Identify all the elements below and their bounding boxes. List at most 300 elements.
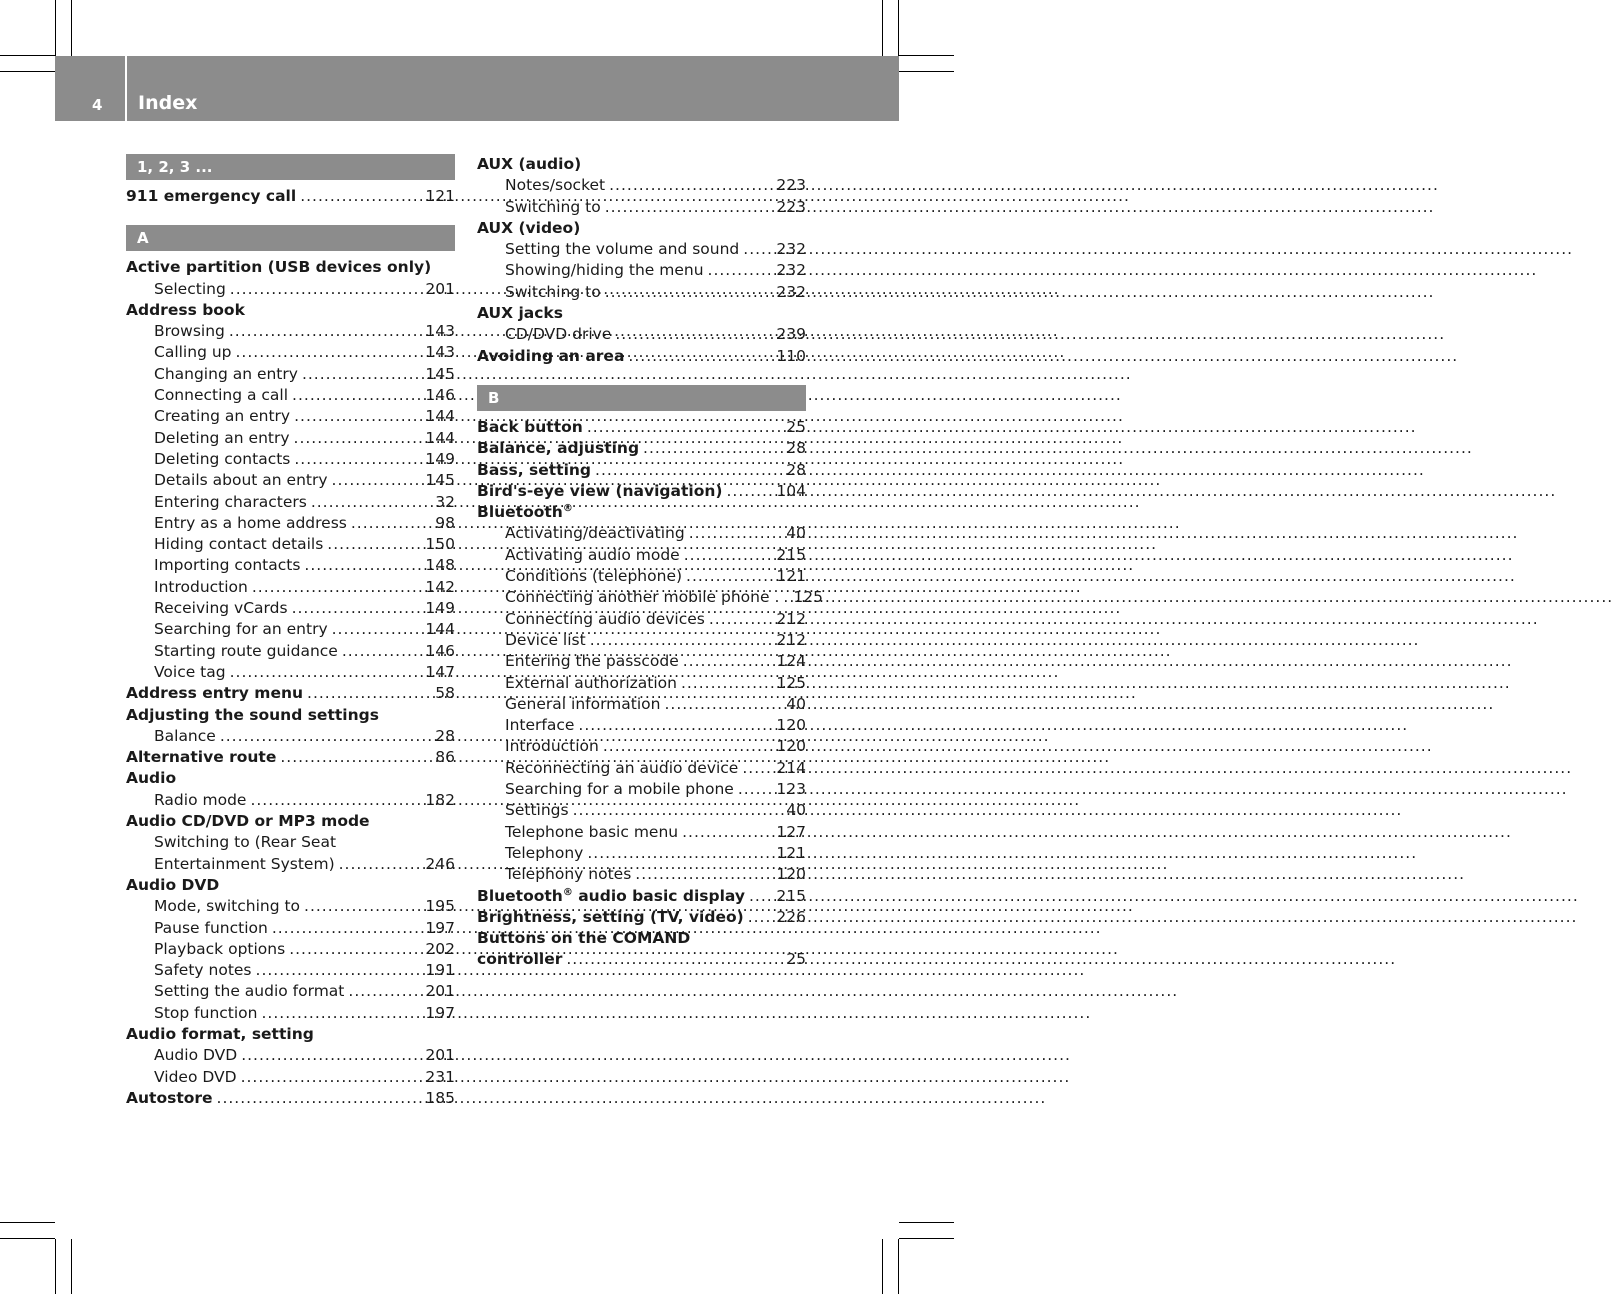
page-reference[interactable]: 124 bbox=[776, 652, 806, 671]
dot-leader bbox=[566, 949, 776, 970]
crop-mark bbox=[71, 1239, 72, 1294]
entry-text: Setting the audio format bbox=[154, 982, 345, 1001]
entry-label bbox=[154, 449, 290, 470]
entry-label bbox=[477, 502, 573, 523]
page-reference[interactable]: 142 bbox=[425, 577, 455, 596]
entry-text: General information bbox=[505, 694, 661, 713]
entry-text: Changing an entry bbox=[154, 364, 298, 383]
index-subentry[interactable] bbox=[477, 715, 806, 736]
index-subentry[interactable] bbox=[126, 790, 455, 811]
index-entry bbox=[477, 928, 806, 949]
entry-text: Receiving vCards bbox=[154, 599, 288, 618]
index-subentry[interactable] bbox=[126, 534, 455, 555]
entry-label bbox=[505, 843, 583, 864]
page-reference[interactable]: 121 bbox=[425, 187, 455, 205]
entry-text: Bird's-eye view (navigation) bbox=[477, 481, 723, 500]
page-reference[interactable]: 98 bbox=[435, 513, 455, 532]
entry-label bbox=[477, 949, 562, 970]
dot-leader bbox=[304, 555, 421, 576]
page-reference[interactable]: 201 bbox=[425, 1046, 455, 1065]
dot-leader bbox=[342, 641, 422, 662]
index-subentry[interactable] bbox=[477, 864, 806, 885]
entry-label bbox=[154, 364, 298, 385]
index-subentry[interactable] bbox=[477, 758, 806, 779]
page-reference[interactable]: 121 bbox=[776, 843, 806, 862]
entry-label bbox=[154, 1067, 237, 1088]
entry-text: Entering the passcode bbox=[505, 652, 679, 671]
entry-label bbox=[477, 907, 744, 928]
index-subentry[interactable] bbox=[126, 641, 455, 662]
index-subentry[interactable] bbox=[126, 918, 455, 939]
page-reference[interactable]: 201 bbox=[425, 982, 455, 1001]
page-reference[interactable]: 40 bbox=[786, 694, 806, 713]
entry-label bbox=[505, 523, 685, 544]
entry-text: Audio DVD bbox=[154, 1046, 238, 1065]
index-subentry[interactable] bbox=[126, 321, 455, 342]
page-reference[interactable]: 32 bbox=[435, 492, 455, 511]
index-subentry[interactable] bbox=[477, 800, 806, 821]
index-entry bbox=[126, 705, 455, 726]
page-reference[interactable]: 239 bbox=[776, 325, 806, 344]
entry-text: Balance, adjusting bbox=[477, 439, 640, 458]
entry-label bbox=[505, 545, 680, 566]
entry-text: Browsing bbox=[154, 322, 225, 341]
entry-label bbox=[154, 513, 347, 534]
index-subentry[interactable] bbox=[126, 1003, 455, 1024]
entry-text: Showing/hiding the menu bbox=[505, 261, 704, 280]
index-entry[interactable] bbox=[477, 417, 806, 438]
entry-label bbox=[154, 406, 290, 427]
page-reference[interactable]: 185 bbox=[425, 1088, 455, 1107]
entry-label bbox=[126, 300, 245, 321]
dot-leader bbox=[682, 822, 772, 843]
page-number: 4 bbox=[92, 96, 103, 114]
index-entry bbox=[126, 768, 455, 789]
entry-text: Interface bbox=[505, 716, 575, 735]
page-reference[interactable]: 191 bbox=[425, 961, 455, 980]
index-entry[interactable] bbox=[126, 186, 455, 207]
entry-label bbox=[126, 747, 276, 768]
entry-label bbox=[505, 587, 779, 608]
index-subentry[interactable] bbox=[477, 260, 806, 281]
entry-text: Activating audio mode bbox=[505, 545, 680, 564]
entry-label bbox=[154, 492, 307, 513]
page-reference[interactable]: 231 bbox=[425, 1067, 455, 1086]
entry-label bbox=[505, 715, 574, 736]
crop-mark bbox=[899, 71, 954, 72]
index-column-left bbox=[126, 154, 455, 1109]
page-reference[interactable]: 145 bbox=[425, 471, 455, 490]
registered-mark: ® bbox=[562, 886, 573, 898]
page-reference[interactable]: 150 bbox=[425, 535, 455, 554]
entry-label bbox=[477, 303, 563, 324]
index-entry[interactable] bbox=[126, 1088, 455, 1109]
index-subentry[interactable] bbox=[477, 566, 806, 587]
page-reference[interactable]: 149 bbox=[425, 599, 455, 618]
index-subentry[interactable] bbox=[126, 896, 455, 917]
page-reference[interactable]: 121 bbox=[776, 567, 806, 586]
index-subentry[interactable] bbox=[477, 609, 806, 630]
dot-leader bbox=[578, 715, 772, 736]
index-subentry[interactable] bbox=[477, 822, 806, 843]
page-reference[interactable]: 232 bbox=[776, 261, 806, 280]
dot-leader bbox=[351, 513, 425, 534]
index-subentry[interactable] bbox=[126, 981, 455, 1002]
entry-text: Alternative route bbox=[126, 748, 277, 767]
entry-label bbox=[154, 619, 328, 640]
dot-leader bbox=[664, 694, 776, 715]
entry-label bbox=[477, 481, 722, 502]
page-reference[interactable]: 197 bbox=[425, 1003, 455, 1022]
dot-leader bbox=[726, 481, 772, 502]
entry-label bbox=[126, 683, 303, 704]
dot-leader bbox=[230, 662, 422, 683]
index-subentry[interactable] bbox=[126, 385, 455, 406]
entry-label bbox=[126, 705, 379, 726]
index-subentry[interactable] bbox=[126, 342, 455, 363]
dot-leader bbox=[587, 843, 772, 864]
index-subentry[interactable] bbox=[126, 513, 455, 534]
index-entry[interactable] bbox=[477, 481, 806, 502]
page-reference[interactable]: 226 bbox=[776, 907, 806, 926]
entry-label bbox=[154, 385, 288, 406]
dot-leader bbox=[294, 406, 421, 427]
entry-label bbox=[154, 641, 338, 662]
dot-leader bbox=[289, 939, 421, 960]
index-subentry[interactable] bbox=[477, 694, 806, 715]
page-reference[interactable]: 212 bbox=[776, 609, 806, 628]
page-reference[interactable]: 40 bbox=[786, 801, 806, 820]
entry-label bbox=[154, 896, 300, 917]
dot-leader bbox=[229, 321, 422, 342]
page-title: Index bbox=[138, 92, 198, 114]
dot-leader bbox=[327, 534, 421, 555]
entry-text: Settings bbox=[505, 801, 569, 820]
entry-label bbox=[505, 324, 611, 345]
index-entry bbox=[126, 257, 455, 278]
page-reference[interactable]: 146 bbox=[425, 386, 455, 405]
entry-label bbox=[154, 577, 248, 598]
index-subentry[interactable] bbox=[477, 779, 806, 800]
index-subentry[interactable] bbox=[126, 449, 455, 470]
entry-label bbox=[154, 854, 335, 875]
entry-label bbox=[154, 832, 336, 853]
section-header: A bbox=[126, 225, 455, 251]
entry-text: Switching to (Rear Seat bbox=[154, 833, 337, 852]
dot-leader bbox=[300, 186, 421, 207]
index-subentry[interactable] bbox=[126, 662, 455, 683]
dot-leader bbox=[292, 598, 422, 619]
index-subentry[interactable] bbox=[126, 279, 455, 300]
header-divider bbox=[125, 56, 127, 121]
entry-text: Back button bbox=[477, 417, 583, 436]
dot-leader bbox=[743, 239, 772, 260]
index-subentry[interactable] bbox=[126, 619, 455, 640]
index-subentry[interactable] bbox=[126, 939, 455, 960]
page-reference[interactable]: 146 bbox=[425, 641, 455, 660]
dot-leader bbox=[609, 175, 772, 196]
index-subentry[interactable] bbox=[477, 843, 806, 864]
entry-label bbox=[126, 257, 431, 278]
entry-text: Adjusting the sound settings bbox=[126, 705, 379, 724]
page-reference[interactable]: 86 bbox=[435, 748, 455, 767]
index-subentry[interactable] bbox=[126, 854, 455, 875]
index-subentry[interactable] bbox=[477, 673, 806, 694]
page-reference[interactable]: 144 bbox=[425, 620, 455, 639]
page-reference[interactable]: 28 bbox=[435, 726, 455, 745]
dot-leader bbox=[217, 1088, 422, 1109]
index-entry[interactable] bbox=[477, 907, 806, 928]
dot-leader bbox=[230, 279, 422, 300]
page-reference[interactable]: 182 bbox=[425, 790, 455, 809]
crop-mark bbox=[55, 1239, 56, 1294]
page-reference[interactable]: 120 bbox=[776, 737, 806, 756]
page-reference[interactable]: 232 bbox=[776, 240, 806, 259]
entry-label bbox=[477, 346, 624, 367]
index-entry[interactable] bbox=[477, 949, 806, 970]
entry-label bbox=[154, 555, 300, 576]
entry-label bbox=[505, 736, 599, 757]
index-subentry[interactable] bbox=[126, 726, 455, 747]
entry-label bbox=[505, 282, 601, 303]
registered-mark: ® bbox=[562, 503, 573, 514]
page-reference[interactable]: 223 bbox=[776, 176, 806, 195]
index-entry[interactable] bbox=[126, 747, 455, 768]
entry-label bbox=[154, 960, 252, 981]
entry-text: Active partition (USB devices only) bbox=[126, 258, 432, 277]
index-entry bbox=[126, 875, 455, 896]
dot-leader bbox=[615, 324, 772, 345]
entry-label bbox=[126, 875, 219, 896]
page-reference[interactable]: 120 bbox=[776, 716, 806, 735]
crop-mark bbox=[882, 0, 883, 56]
index-subentry[interactable] bbox=[477, 651, 806, 672]
entry-label bbox=[477, 154, 581, 175]
page-reference[interactable]: 125 bbox=[793, 588, 823, 607]
dot-leader bbox=[587, 417, 776, 438]
crop-mark bbox=[899, 55, 954, 56]
index-entry[interactable] bbox=[477, 346, 806, 367]
dot-leader bbox=[783, 587, 789, 608]
page-reference[interactable]: 143 bbox=[425, 343, 455, 362]
page-reference[interactable]: 144 bbox=[425, 428, 455, 447]
index-subentry[interactable] bbox=[126, 1067, 455, 1088]
dot-leader bbox=[709, 609, 773, 630]
dot-leader bbox=[681, 673, 772, 694]
page-reference[interactable]: 25 bbox=[786, 950, 806, 969]
entry-text: AUX (audio) bbox=[477, 155, 582, 173]
page-reference[interactable]: 223 bbox=[776, 197, 806, 216]
section-header: 1, 2, 3 ... bbox=[126, 154, 455, 180]
page-reference[interactable]: 215 bbox=[776, 886, 806, 905]
index-subentry[interactable] bbox=[126, 492, 455, 513]
dot-leader bbox=[683, 651, 773, 672]
entry-label bbox=[505, 864, 631, 885]
index-subentry[interactable] bbox=[477, 324, 806, 345]
entry-text: 911 emergency call bbox=[126, 187, 297, 205]
index-subentry[interactable] bbox=[126, 406, 455, 427]
page-reference[interactable]: 143 bbox=[425, 322, 455, 341]
page-reference[interactable]: 123 bbox=[776, 780, 806, 799]
dot-leader bbox=[605, 197, 773, 218]
index-subentry bbox=[126, 832, 455, 853]
index-entry bbox=[126, 300, 455, 321]
index-entry[interactable] bbox=[477, 438, 806, 459]
entry-text: Balance bbox=[154, 726, 216, 745]
entry-label bbox=[154, 1045, 237, 1066]
crop-mark bbox=[898, 1239, 899, 1294]
entry-label bbox=[477, 438, 639, 459]
dot-leader bbox=[280, 747, 425, 768]
entry-text: Switching to bbox=[505, 197, 601, 216]
crop-mark bbox=[898, 0, 899, 56]
entry-text: Importing contacts bbox=[154, 556, 301, 575]
index-subentry[interactable] bbox=[477, 630, 806, 651]
entry-label bbox=[505, 260, 704, 281]
entry-label bbox=[154, 598, 288, 619]
page-reference[interactable]: 127 bbox=[776, 822, 806, 841]
index-subentry[interactable] bbox=[126, 598, 455, 619]
entry-text: CD/DVD drive bbox=[505, 325, 612, 344]
dot-leader bbox=[261, 1003, 421, 1024]
entry-label bbox=[154, 470, 328, 491]
entry-text: Mode, switching to bbox=[154, 897, 301, 916]
index-entry bbox=[477, 303, 806, 324]
index-subentry[interactable] bbox=[477, 587, 823, 608]
page-reference[interactable]: 147 bbox=[425, 662, 455, 681]
section-header: B bbox=[477, 385, 806, 411]
page-reference[interactable]: 215 bbox=[776, 545, 806, 564]
index-subentry[interactable] bbox=[477, 282, 806, 303]
entry-label bbox=[505, 758, 738, 779]
dot-leader bbox=[302, 364, 421, 385]
page-reference[interactable]: 28 bbox=[786, 439, 806, 458]
index-subentry[interactable] bbox=[126, 960, 455, 981]
crop-mark bbox=[882, 1239, 883, 1294]
entry-text: Calling up bbox=[154, 343, 232, 362]
index-subentry[interactable] bbox=[477, 175, 806, 196]
dot-leader bbox=[236, 342, 422, 363]
dot-leader bbox=[241, 1067, 422, 1088]
page-reference[interactable]: 144 bbox=[425, 407, 455, 426]
entry-text: Connecting a call bbox=[154, 386, 289, 405]
index-entry bbox=[126, 811, 455, 832]
entry-text: Audio bbox=[126, 769, 177, 788]
crop-mark bbox=[55, 0, 56, 56]
dot-leader bbox=[339, 854, 422, 875]
page-reference[interactable]: 149 bbox=[425, 449, 455, 468]
index-subentry[interactable] bbox=[477, 523, 806, 544]
entry-label bbox=[154, 939, 285, 960]
crop-mark bbox=[899, 1238, 954, 1239]
page-reference[interactable]: 120 bbox=[776, 865, 806, 884]
entry-text: Activating/deactivating bbox=[505, 524, 685, 543]
index-subentry[interactable] bbox=[126, 577, 455, 598]
page-reference[interactable]: 40 bbox=[786, 524, 806, 543]
index-entry bbox=[126, 1024, 455, 1045]
index-subentry[interactable] bbox=[126, 555, 455, 576]
dot-leader bbox=[595, 460, 776, 481]
entry-text: Telephony bbox=[505, 843, 584, 862]
entry-label bbox=[505, 239, 739, 260]
index-subentry[interactable] bbox=[126, 428, 455, 449]
dot-leader bbox=[643, 438, 776, 459]
dot-leader bbox=[684, 545, 773, 566]
index-subentry[interactable] bbox=[477, 736, 806, 757]
index-subentry[interactable] bbox=[126, 1045, 455, 1066]
page-reference[interactable]: 197 bbox=[425, 918, 455, 937]
page-reference[interactable]: 104 bbox=[776, 481, 806, 500]
entry-label bbox=[505, 673, 677, 694]
entry-label bbox=[154, 918, 268, 939]
index-subentry[interactable] bbox=[477, 545, 806, 566]
index-subentry[interactable] bbox=[126, 364, 455, 385]
entry-label bbox=[505, 822, 678, 843]
entry-label bbox=[505, 694, 660, 715]
entry-label bbox=[154, 534, 323, 555]
page-reference[interactable]: 232 bbox=[776, 282, 806, 301]
page-reference[interactable]: 195 bbox=[425, 897, 455, 916]
index-entry[interactable] bbox=[477, 886, 806, 907]
page-reference[interactable]: 58 bbox=[435, 684, 455, 703]
index-entry[interactable] bbox=[477, 460, 806, 481]
index-entry[interactable] bbox=[126, 683, 455, 704]
entry-text: Deleting contacts bbox=[154, 449, 291, 468]
dot-leader bbox=[748, 907, 773, 928]
entry-label bbox=[505, 651, 679, 672]
entry-text: Introduction bbox=[505, 737, 599, 756]
entry-text: Reconnecting an audio device bbox=[505, 758, 739, 777]
index-subentry[interactable] bbox=[477, 197, 806, 218]
entry-text: Entertainment System) bbox=[154, 854, 335, 873]
page-reference[interactable]: 110 bbox=[776, 346, 806, 365]
entry-label bbox=[126, 768, 176, 789]
page-reference[interactable]: 145 bbox=[425, 364, 455, 383]
entry-text: Autostore bbox=[126, 1088, 213, 1107]
page-reference[interactable]: 202 bbox=[425, 939, 455, 958]
dot-leader bbox=[241, 1045, 421, 1066]
entry-label bbox=[154, 790, 246, 811]
index-subentry[interactable] bbox=[126, 470, 455, 491]
entry-text: Searching for an entry bbox=[154, 620, 328, 639]
entry-text: Buttons on the COMAND bbox=[477, 929, 691, 948]
index-entry bbox=[477, 154, 806, 175]
entry-label bbox=[154, 321, 225, 342]
dot-leader bbox=[742, 758, 772, 779]
dot-leader bbox=[272, 918, 422, 939]
entry-label bbox=[505, 800, 569, 821]
dot-leader bbox=[708, 260, 773, 281]
page-reference[interactable]: 212 bbox=[776, 630, 806, 649]
entry-text: Searching for a mobile phone bbox=[505, 780, 734, 799]
crop-mark bbox=[899, 1222, 954, 1223]
page-reference[interactable]: 148 bbox=[425, 556, 455, 575]
page-reference[interactable]: 246 bbox=[425, 854, 455, 873]
index-subentry[interactable] bbox=[477, 239, 806, 260]
page-reference[interactable]: 201 bbox=[425, 279, 455, 298]
entry-label bbox=[505, 609, 705, 630]
page-reference[interactable]: 214 bbox=[776, 758, 806, 777]
page-reference[interactable]: 28 bbox=[786, 460, 806, 479]
entry-text: Notes/socket bbox=[505, 176, 606, 195]
page-reference[interactable]: 125 bbox=[776, 673, 806, 692]
entry-text: Pause function bbox=[154, 918, 268, 937]
entry-text: Audio DVD bbox=[126, 875, 220, 894]
entry-text: Radio mode bbox=[154, 790, 247, 809]
entry-text: Entry as a home address bbox=[154, 513, 347, 532]
dot-leader bbox=[292, 385, 421, 406]
page-reference[interactable]: 25 bbox=[786, 417, 806, 436]
